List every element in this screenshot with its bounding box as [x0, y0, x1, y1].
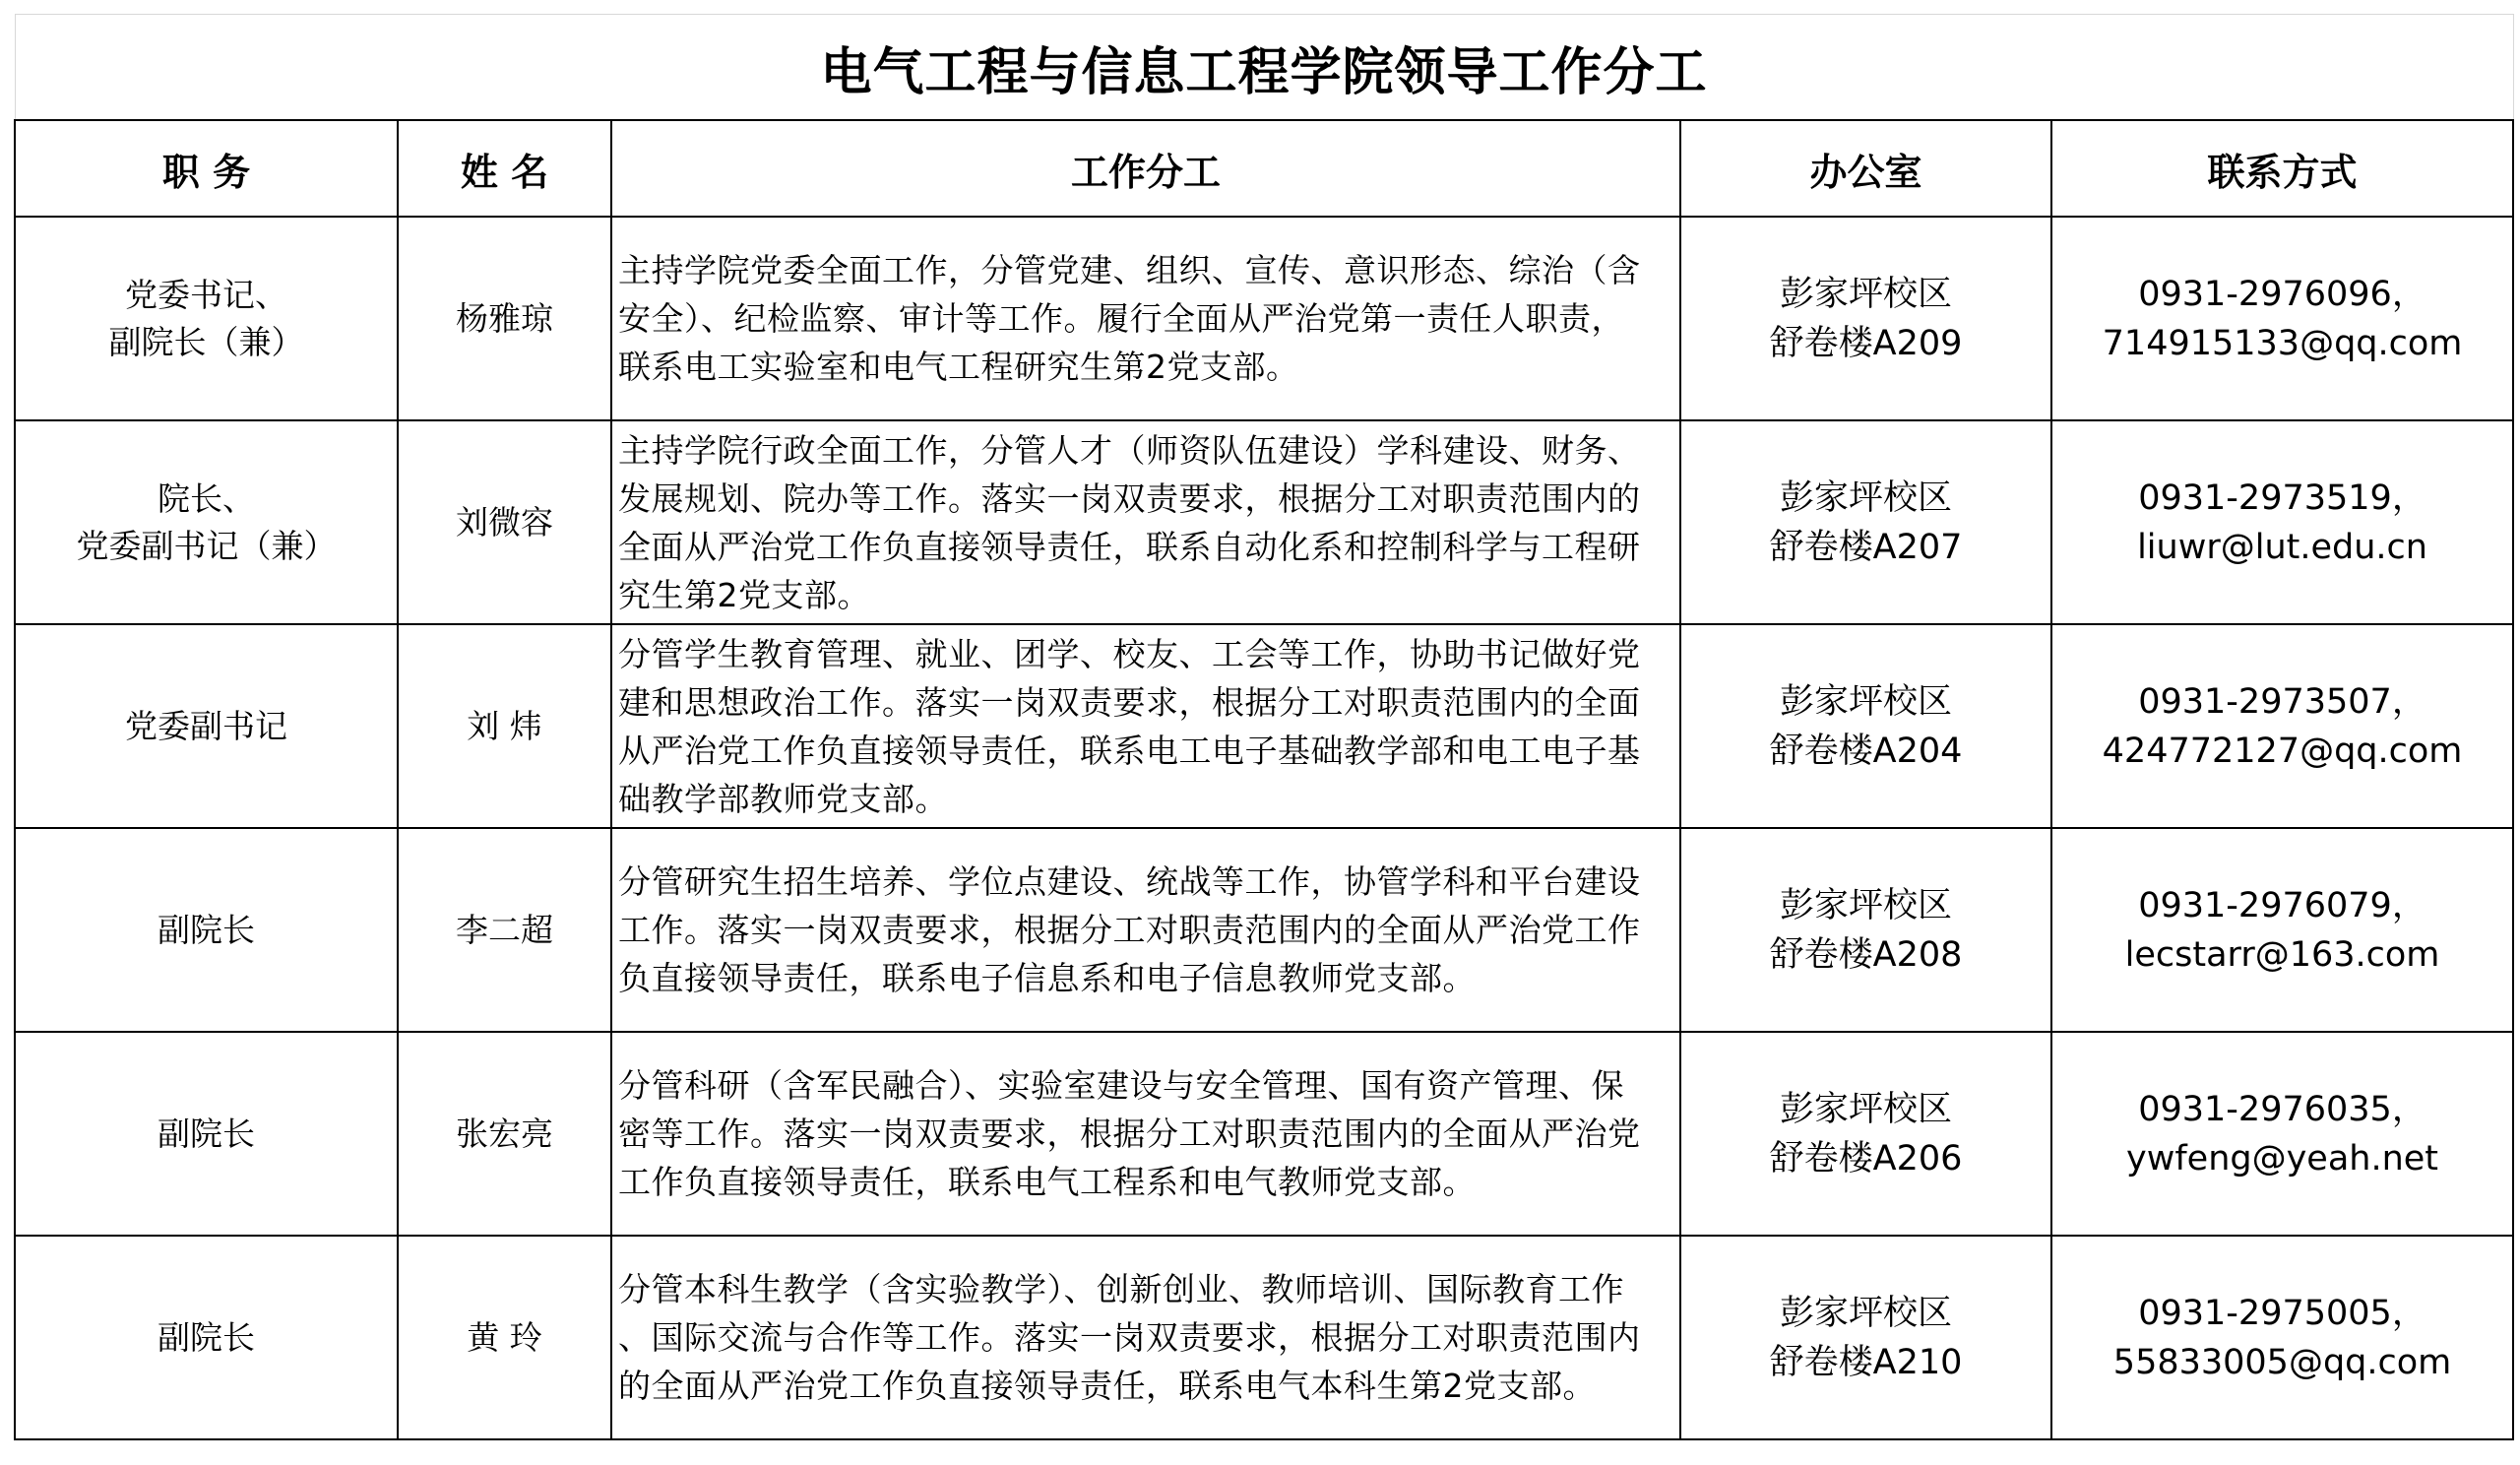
contact-cell-line: 0931-2976096，	[2138, 274, 2426, 314]
position-cell	[15, 624, 398, 828]
duties-cell-line: 发展规划、院办等工作。落实一岗双责要求，根据分工对职责范围内的	[618, 478, 1641, 518]
office-cell-line: 彭家坪校区	[1779, 1293, 1952, 1333]
contact-cell-line: 0931-2973519，	[2138, 478, 2426, 518]
duties-cell	[611, 420, 1680, 624]
position-cell	[15, 217, 398, 420]
table-row	[15, 1032, 2513, 1236]
contact-cell-line: ywfeng@yeah.net	[2126, 1138, 2439, 1178]
contact-cell-line: 714915133@qq.com	[2102, 323, 2463, 363]
header-position: 职 务	[15, 120, 398, 217]
table-row	[15, 420, 2513, 624]
position-cell-line: 副院长（兼）	[108, 322, 304, 361]
position-cell	[15, 828, 398, 1032]
header-name: 姓 名	[398, 120, 611, 217]
table-row	[15, 624, 2513, 828]
contact-cell	[2051, 1236, 2513, 1439]
duties-cell-line: 主持学院行政全面工作，分管人才（师资队伍建设）学科建设、财务、	[618, 430, 1641, 470]
duties-cell	[611, 624, 1680, 828]
duties-cell-line: 密等工作。落实一岗双责要求，根据分工对职责范围内的全面从严治党	[618, 1115, 1641, 1153]
duties-cell	[611, 828, 1680, 1032]
office-cell	[1680, 624, 2051, 828]
header-contact: 联系方式	[2051, 120, 2513, 217]
contact-cell	[2051, 624, 2513, 828]
table-row	[15, 1236, 2513, 1439]
office-cell-line: 舒卷楼A208	[1769, 934, 1963, 975]
name-cell: 杨雅琼	[398, 217, 611, 420]
duties-cell-line: 负直接领导责任，联系电子信息系和电子信息教师党支部。	[618, 959, 1476, 997]
name-cell: 张宏亮	[398, 1032, 611, 1236]
duties-cell-line: 分管科研（含军民融合）、实验室建设与安全管理、国有资产管理、保	[618, 1066, 1624, 1105]
office-cell-line: 舒卷楼A209	[1769, 323, 1963, 363]
contact-cell-line: liuwr@lut.edu.cn	[2137, 527, 2427, 567]
duties-cell	[611, 1236, 1680, 1439]
duties-cell-line: 究生第2党支部。	[618, 575, 870, 614]
duties-cell-line: 分管本科生教学（含实验教学）、创新创业、教师培训、国际教育工作	[618, 1270, 1624, 1308]
position-cell-line: 副院长	[158, 1114, 255, 1153]
duties-cell-line: 的全面从严治党工作负直接领导责任，联系电气本科生第2党支部。	[618, 1367, 1596, 1405]
name-cell: 黄 玲	[398, 1236, 611, 1439]
office-cell	[1680, 217, 2051, 420]
office-cell-line: 彭家坪校区	[1779, 274, 1952, 314]
name-cell: 刘微容	[398, 420, 611, 624]
position-cell	[15, 1236, 398, 1439]
office-cell	[1680, 420, 2051, 624]
office-cell-line: 彭家坪校区	[1779, 1089, 1952, 1129]
office-cell-line: 舒卷楼A206	[1769, 1138, 1963, 1178]
contact-cell-line: 0931-2973507，	[2138, 681, 2426, 722]
office-cell-line: 彭家坪校区	[1779, 885, 1952, 925]
position-cell	[15, 1032, 398, 1236]
leadership-duty-table	[14, 14, 2514, 1440]
name-cell: 李二超	[398, 828, 611, 1032]
office-cell-line: 舒卷楼A210	[1769, 1342, 1963, 1382]
office-cell	[1680, 1032, 2051, 1236]
position-cell-line: 院长、	[158, 478, 255, 518]
contact-cell-line: lecstarr@163.com	[2124, 934, 2440, 975]
duties-cell-line: 安全）、纪检监察、审计等工作。履行全面从严治党第一责任人职责，	[618, 299, 1624, 338]
contact-cell-line: 0931-2976079，	[2138, 885, 2426, 925]
header-office: 办公室	[1680, 120, 2051, 217]
duties-cell-line: 工作。落实一岗双责要求，根据分工对职责范围内的全面从严治党工作	[618, 911, 1641, 949]
duties-cell-line: 建和思想政治工作。落实一岗双责要求，根据分工对职责范围内的全面	[618, 682, 1641, 722]
duties-cell-line: 主持学院党委全面工作，分管党建、组织、宣传、意识形态、综治（含	[618, 251, 1641, 289]
duties-cell-line: 础教学部教师党支部。	[618, 779, 948, 818]
duties-cell	[611, 217, 1680, 420]
contact-cell-line: 0931-2975005，	[2138, 1293, 2426, 1333]
duties-cell-line: 分管研究生招生培养、学位点建设、统战等工作，协管学科和平台建设	[618, 862, 1641, 901]
office-cell-line: 舒卷楼A207	[1769, 527, 1963, 567]
office-cell-line: 彭家坪校区	[1779, 681, 1952, 722]
leadership-table-sheet	[14, 14, 2512, 1459]
contact-cell-line: 55833005@qq.com	[2112, 1342, 2452, 1382]
duties-cell-line: 从严治党工作负直接领导责任，联系电工电子基础教学部和电工电子基	[618, 731, 1641, 770]
position-cell-line: 党委副书记	[125, 706, 287, 745]
contact-cell	[2051, 828, 2513, 1032]
contact-cell	[2051, 1032, 2513, 1236]
duties-cell-line: 联系电工实验室和电气工程研究生第2党支部。	[618, 348, 1299, 386]
contact-cell-line: 424772127@qq.com	[2102, 731, 2463, 771]
header-duties: 工作分工	[611, 120, 1680, 217]
duties-cell-line: 、国际交流与合作等工作。落实一岗双责要求，根据分工对职责范围内	[618, 1318, 1641, 1357]
position-cell	[15, 420, 398, 624]
duties-cell-line: 分管学生教育管理、就业、团学、校友、工会等工作，协助书记做好党	[618, 634, 1641, 673]
name-cell: 刘 炜	[398, 624, 611, 828]
office-cell-line: 舒卷楼A204	[1769, 731, 1963, 771]
office-cell-line: 彭家坪校区	[1779, 478, 1952, 518]
position-cell-line: 党委书记、	[125, 275, 287, 314]
office-cell	[1680, 828, 2051, 1032]
table-title: 电气工程与信息工程学院领导工作分工	[15, 15, 2513, 121]
position-cell-line: 副院长	[158, 1317, 255, 1357]
title-row	[15, 15, 2513, 121]
contact-cell	[2051, 217, 2513, 420]
duties-cell	[611, 1032, 1680, 1236]
table-row	[15, 828, 2513, 1032]
position-cell-line: 副院长	[158, 910, 255, 949]
office-cell	[1680, 1236, 2051, 1439]
table-row	[15, 217, 2513, 420]
duties-cell-line: 全面从严治党工作负直接领导责任，联系自动化系和控制科学与工程研	[618, 527, 1641, 566]
position-cell-line: 党委副书记（兼）	[76, 526, 337, 565]
contact-cell-line: 0931-2976035，	[2138, 1089, 2426, 1129]
header-row	[15, 120, 2513, 217]
contact-cell	[2051, 420, 2513, 624]
duties-cell-line: 工作负直接领导责任，联系电气工程系和电气教师党支部。	[618, 1163, 1476, 1201]
